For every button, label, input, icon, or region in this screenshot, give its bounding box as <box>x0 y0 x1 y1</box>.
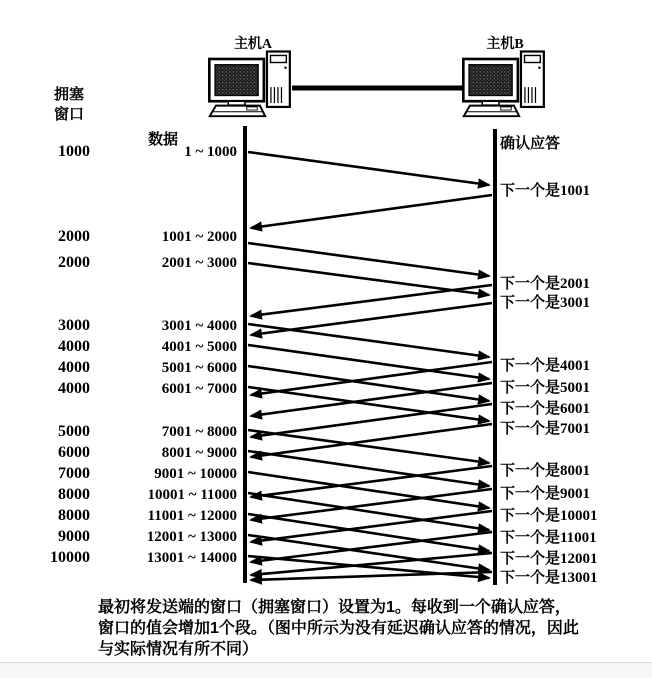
ack-arrow <box>251 362 492 395</box>
data-arrow <box>248 152 489 185</box>
ack-arrow <box>251 285 492 316</box>
data-arrow <box>248 472 489 508</box>
cwnd-value: 9000 <box>58 528 90 545</box>
figure-caption <box>98 597 646 660</box>
data-range-label: 10001 ~ 11000 <box>147 487 237 503</box>
data-range-label: 4001 ~ 5000 <box>161 339 237 355</box>
cwnd-value: 3000 <box>58 317 90 334</box>
data-range-label: 9001 ~ 10000 <box>154 466 237 482</box>
data-range-label: 13001 ~ 14000 <box>146 550 237 566</box>
caption-line-2: 窗口的值会增加1个段。（图中所示为没有延迟确认应答的情况，因此 <box>98 620 579 637</box>
ack-label: 下一个是7001 <box>500 421 591 437</box>
ack-label: 下一个是2001 <box>500 276 591 292</box>
data-arrow <box>248 430 489 463</box>
host-b-label: 主机B <box>486 37 524 52</box>
cwnd-value: 2000 <box>58 254 90 271</box>
ack-label: 下一个是8001 <box>500 463 591 479</box>
ack-label: 下一个是9001 <box>500 486 591 502</box>
data-arrow <box>248 366 489 401</box>
data-range-label: 7001 ~ 8000 <box>161 424 237 440</box>
data-arrow <box>248 387 489 421</box>
data-range-label: 2001 ~ 3000 <box>161 255 237 271</box>
caption-line-1: 最初将发送端的窗口（拥塞窗口）设置为1。每收到一个确认应答， <box>98 599 571 616</box>
data-range-label: 8001 ~ 9000 <box>161 445 237 461</box>
data-arrow <box>248 324 489 357</box>
cwnd-value: 8000 <box>58 486 90 503</box>
ack-arrow <box>251 404 492 437</box>
message-arrows <box>248 152 492 580</box>
cwnd-value: 4000 <box>58 380 90 397</box>
cwnd-value: 4000 <box>58 338 90 355</box>
cwnd-value: 1000 <box>58 143 90 160</box>
data-arrow <box>248 514 489 551</box>
cwnd-value: 5000 <box>58 423 90 440</box>
cwnd-value: 7000 <box>58 465 90 482</box>
host-a-label: 主机A <box>233 37 273 52</box>
data-range-label: 6001 ~ 7000 <box>161 381 237 397</box>
ack-label: 下一个是12001 <box>500 551 598 567</box>
ack-label: 下一个是3001 <box>500 295 591 311</box>
cwnd-value: 4000 <box>58 359 90 376</box>
data-arrow <box>248 243 489 276</box>
congestion-window-header-line1: 拥塞 <box>54 87 85 103</box>
data-arrow <box>248 556 489 578</box>
host-b-computer-icon <box>463 52 544 117</box>
data-range-label: 11001 ~ 12000 <box>147 508 237 524</box>
data-range-label: 5001 ~ 6000 <box>161 360 237 376</box>
ack-label: 下一个是13001 <box>500 570 598 586</box>
cwnd-value: 8000 <box>58 507 90 524</box>
ack-label: 下一个是1001 <box>500 183 591 199</box>
data-range-label: 1 ~ 1000 <box>184 144 237 160</box>
ack-label: 下一个是10001 <box>500 508 598 524</box>
ack-label: 下一个是6001 <box>500 401 591 417</box>
ack-arrow <box>251 383 492 416</box>
ack-label: 下一个是11001 <box>500 530 597 546</box>
congestion-window-header-line2: 窗口 <box>54 107 85 123</box>
cwnd-value: 10000 <box>50 549 90 566</box>
data-range-label: 1001 ~ 2000 <box>161 229 237 245</box>
data-range-label: 12001 ~ 13000 <box>146 529 237 545</box>
ack-column-header: 确认应答 <box>500 136 561 152</box>
data-arrow <box>248 345 489 379</box>
host-a-computer-icon <box>209 52 290 117</box>
footer-strip <box>0 663 652 678</box>
cwnd-value: 6000 <box>58 444 90 461</box>
ack-label: 下一个是5001 <box>500 380 591 396</box>
data-column-header: 数据 <box>148 132 179 148</box>
ack-arrow <box>251 195 492 228</box>
data-arrow <box>248 493 489 530</box>
congestion-window-header <box>54 85 88 125</box>
ack-label: 下一个是4001 <box>500 358 591 374</box>
ack-arrow <box>251 303 492 335</box>
ack-arrow <box>251 424 492 457</box>
cwnd-value: 2000 <box>58 228 90 245</box>
caption-line-3: 与实际情况有所不同） <box>98 641 259 658</box>
data-range-label: 3001 ~ 4000 <box>161 318 237 334</box>
